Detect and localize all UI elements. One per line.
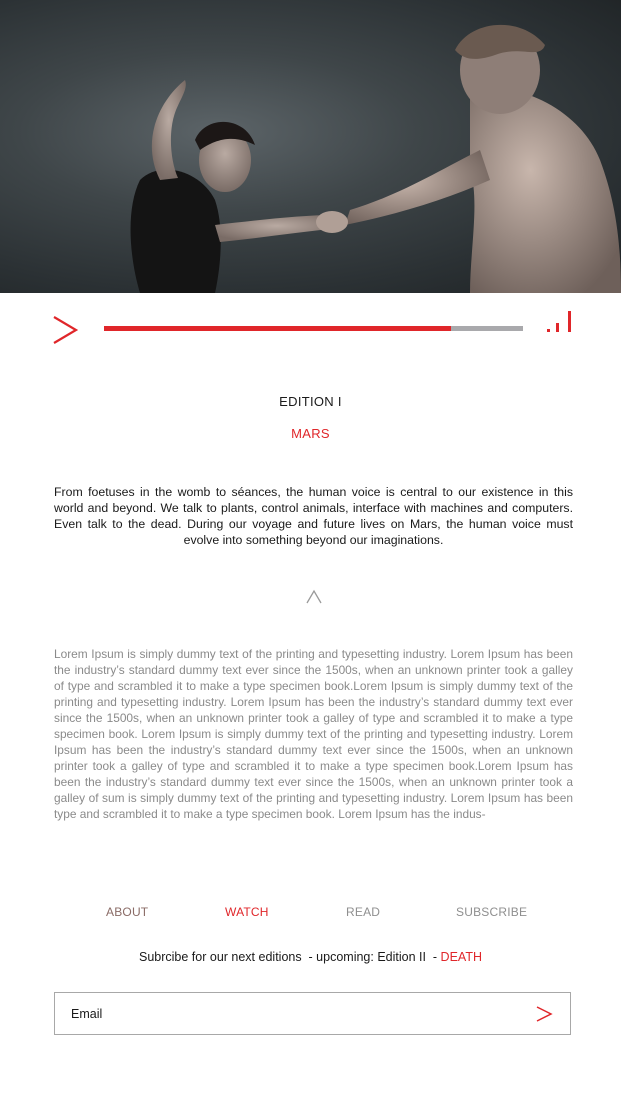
audio-player	[0, 293, 621, 363]
arrow-right-icon	[534, 1005, 554, 1023]
dancers-illustration	[0, 0, 621, 293]
play-button[interactable]	[50, 315, 82, 345]
upcoming-edition-name: DEATH	[440, 950, 482, 964]
chevron-up-icon	[304, 588, 324, 606]
volume-button[interactable]	[545, 309, 575, 333]
progress-bar[interactable]	[104, 326, 523, 331]
submit-button[interactable]	[534, 1005, 554, 1023]
collapse-button[interactable]	[304, 588, 324, 606]
hero-image	[0, 0, 621, 293]
play-arrow-icon	[50, 315, 82, 345]
nav-watch[interactable]: WATCH	[225, 905, 269, 919]
subscribe-message	[0, 950, 621, 964]
intro-paragraph: From foetuses in the womb to séances, the human voice is central to our existence in this world and beyond. We talk to plants, control animals, interface with machines and computers. Even talk to the dead. During our voyage and future lives on Mars, the human voice must evolve into something beyond our imaginations.	[54, 485, 573, 547]
nav-about[interactable]: ABOUT	[106, 905, 149, 919]
footer-nav	[0, 905, 621, 923]
progress-fill	[104, 326, 451, 331]
nav-subscribe[interactable]: SUBSCRIBE	[456, 905, 528, 919]
email-form	[54, 992, 571, 1035]
edition-title: EDITION I	[279, 394, 342, 409]
volume-bars-icon	[545, 309, 575, 333]
nav-read[interactable]: READ	[346, 905, 381, 919]
edition-subtitle: MARS	[291, 426, 330, 441]
subscribe-prefix: Subrcibe for our next editions - upcoming: Edition II -	[139, 950, 441, 964]
email-input[interactable]	[71, 993, 511, 1034]
body-text: Lorem Ipsum is simply dummy text of the printing and typesetting industry. Lorem Ipsum has been the industry’s standard dummy text ever since the 1500s, when an unknown printer took a galley of type and scrambled it to make a type specimen book.Lorem Ipsum is simply dummy text of the printing and typesetting industry. Lorem Ipsum has been the industry’s standard dummy text ever since the 1500s, when an unknown printer took a galley of type and scrambled it to make a type specimen book. Lorem Ipsum is simply dummy text of the printing and typesetting industry. Lorem Ipsum has been the industry’s standard dummy text ever since the 1500s, when an unknown printer took a galley of type and scrambled it to make a type specimen book.Lorem Ipsum has been the industry’s standard dummy text ever since the 1500s, when an unknown printer took a galley of sum is simply dummy text of the printing and typesetting industry. Lorem Ipsum has been type and scrambled it to make a type specimen book. Lorem Ipsum has the indus-	[54, 647, 573, 821]
